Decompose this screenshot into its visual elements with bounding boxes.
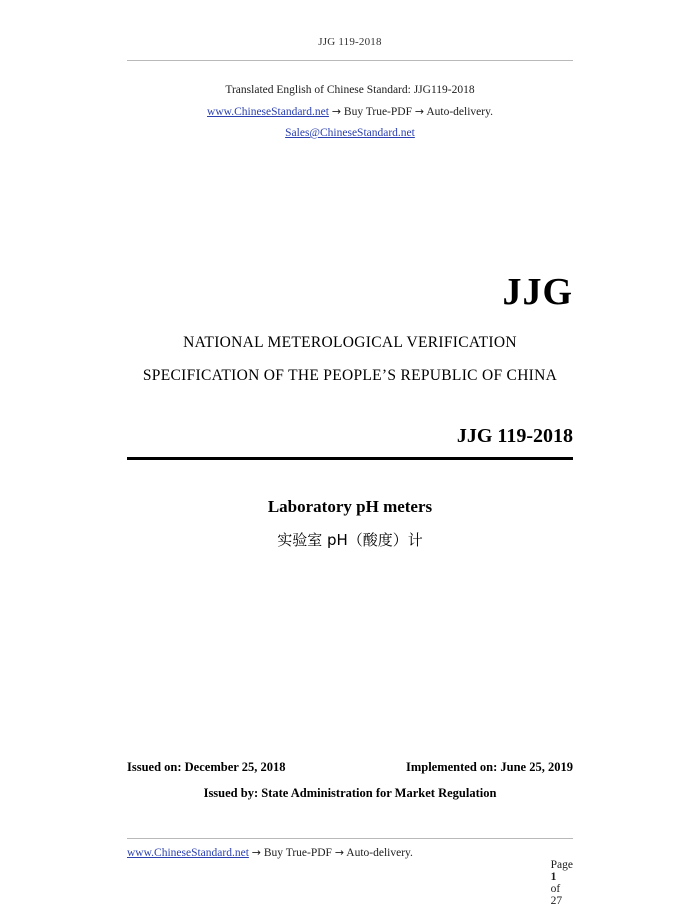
promo-block bbox=[0, 80, 700, 144]
page-label: Page bbox=[550, 859, 573, 871]
issued-on-text: Issued on: December 25, 2018 bbox=[127, 760, 286, 774]
document-title-en: Laboratory pH meters bbox=[267, 497, 433, 516]
page-footer bbox=[127, 846, 573, 906]
document-title-cn: 实验室 pH（酸度）计 bbox=[277, 531, 423, 549]
title-divider bbox=[127, 457, 573, 460]
running-title: JJG 119-2018 bbox=[318, 36, 382, 48]
promo-line-2 bbox=[0, 101, 700, 123]
implemented-on-text: Implemented on: June 25, 2019 bbox=[405, 760, 573, 774]
footer-left bbox=[127, 846, 413, 859]
arrow-icon-4: → bbox=[334, 846, 345, 859]
footer-divider bbox=[127, 838, 573, 839]
page-total: 27 bbox=[550, 895, 563, 906]
national-line-2: SPECIFICATION OF THE PEOPLE’S REPUBLIC OF CHINA bbox=[142, 367, 558, 384]
promo-line-3 bbox=[0, 123, 700, 144]
arrow-icon: → bbox=[331, 105, 342, 118]
page-number: 1 bbox=[550, 871, 557, 883]
jjg-mark: JJG bbox=[502, 271, 573, 313]
footer-site-link[interactable]: www.ChineseStandard.net bbox=[127, 847, 249, 859]
arrow-icon-3: → bbox=[251, 846, 261, 859]
footer-delivery-text: Auto-delivery. bbox=[346, 847, 413, 859]
promo-buy-text: Buy True-PDF bbox=[343, 106, 412, 118]
arrow-icon-2: → bbox=[414, 105, 425, 118]
header-divider bbox=[127, 60, 573, 61]
of-label: of bbox=[550, 883, 561, 895]
page-indicator bbox=[533, 847, 573, 906]
footer-buy-text: Buy True-PDF bbox=[263, 847, 332, 859]
issue-dates bbox=[127, 760, 573, 775]
promo-email-link[interactable]: Sales@ChineseStandard.net bbox=[285, 127, 415, 139]
issuing-authority: Issued by: State Administration for Market Regulation bbox=[203, 786, 497, 800]
standard-number: JJG 119-2018 bbox=[456, 425, 573, 447]
page-header bbox=[0, 36, 700, 48]
national-line-1: NATIONAL METEROLOGICAL VERIFICATION bbox=[183, 334, 517, 351]
promo-site-link[interactable]: www.ChineseStandard.net bbox=[207, 106, 329, 118]
promo-line-1: Translated English of Chinese Standard: JJG119-2018 bbox=[225, 84, 475, 96]
promo-delivery-text: Auto-delivery. bbox=[426, 106, 493, 118]
